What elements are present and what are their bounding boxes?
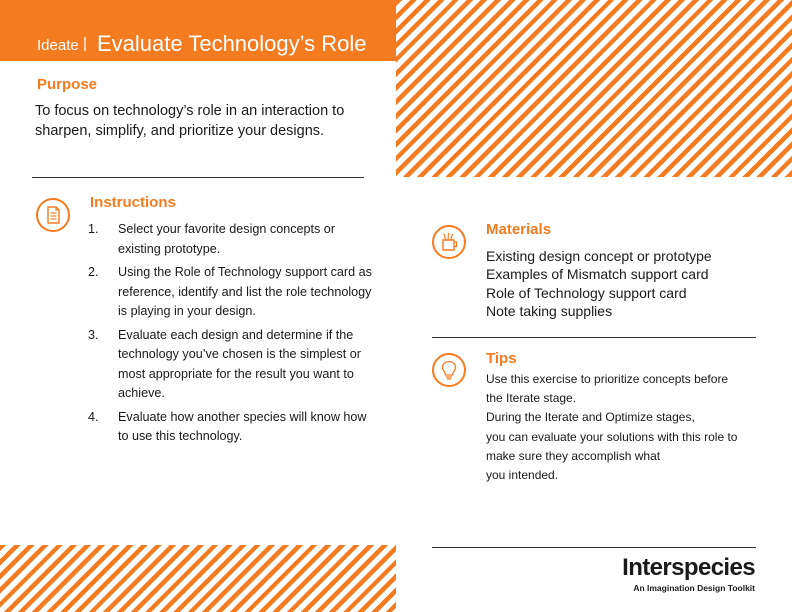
list-item [84,220,374,259]
instructions-list [84,220,374,451]
list-item-text: Select your favorite design concepts or existing prototype. [118,222,336,256]
section-label: Ideate [37,37,79,54]
list-item: Role of Technology support card [486,284,687,301]
list-number: 4. [88,409,99,424]
title-separator: | [83,35,87,52]
title-banner [0,0,396,61]
tips-line: make sure they accomplish what [486,448,661,463]
divider [432,547,756,548]
supplies-cup-icon [432,225,466,259]
decorative-stripes-bottom [0,545,396,612]
divider [432,337,756,338]
tips-line: Use this exercise to prioritize concepts before [486,372,729,386]
list-item: Examples of Mismatch support card [486,266,709,283]
list-item-text: Using the Role of Technology support card as reference, identify and list the role technology is playing in your design. [118,265,372,318]
brand-logo-text: Interspecies [622,554,755,581]
list-item [84,326,374,404]
tips-list [486,370,737,485]
tips-line: During the Iterate and Optimize stages, [486,410,695,425]
decorative-stripes-top [396,0,792,177]
list-item [84,408,374,447]
materials-heading: Materials [486,221,552,238]
tips-line: you intended. [486,468,559,483]
list-item-text: Evaluate each design and determine if the technology you’ve chosen is the simplest or most appropriate for the result you want to achieve. [118,327,361,400]
tips-heading: Tips [486,350,517,367]
list-item: Note taking supplies [486,302,613,319]
brand-tagline: An Imagination Design Toolkit [633,583,755,593]
list-item: Existing design concept or prototype [486,248,712,264]
list-number: 2. [88,265,99,279]
document-icon [36,198,70,232]
tips-line: you can evaluate your solutions with this role to [486,429,738,444]
tips-line: the Iterate stage. [486,391,577,406]
list-item-text: Evaluate how another species will know how to use this technology. [118,409,367,443]
divider [32,177,364,178]
list-item [84,263,374,322]
list-number: 3. [88,327,99,342]
purpose-text: To focus on technology’s role in an interaction to sharpen, simplify, and prioritize your designs. [35,103,345,139]
list-number: 1. [88,222,99,236]
lightbulb-icon [432,353,466,387]
materials-list [486,247,712,320]
purpose-heading: Purpose [37,76,98,93]
page-title: Evaluate Technology’s Role [97,31,367,56]
instructions-heading: Instructions [90,194,176,211]
